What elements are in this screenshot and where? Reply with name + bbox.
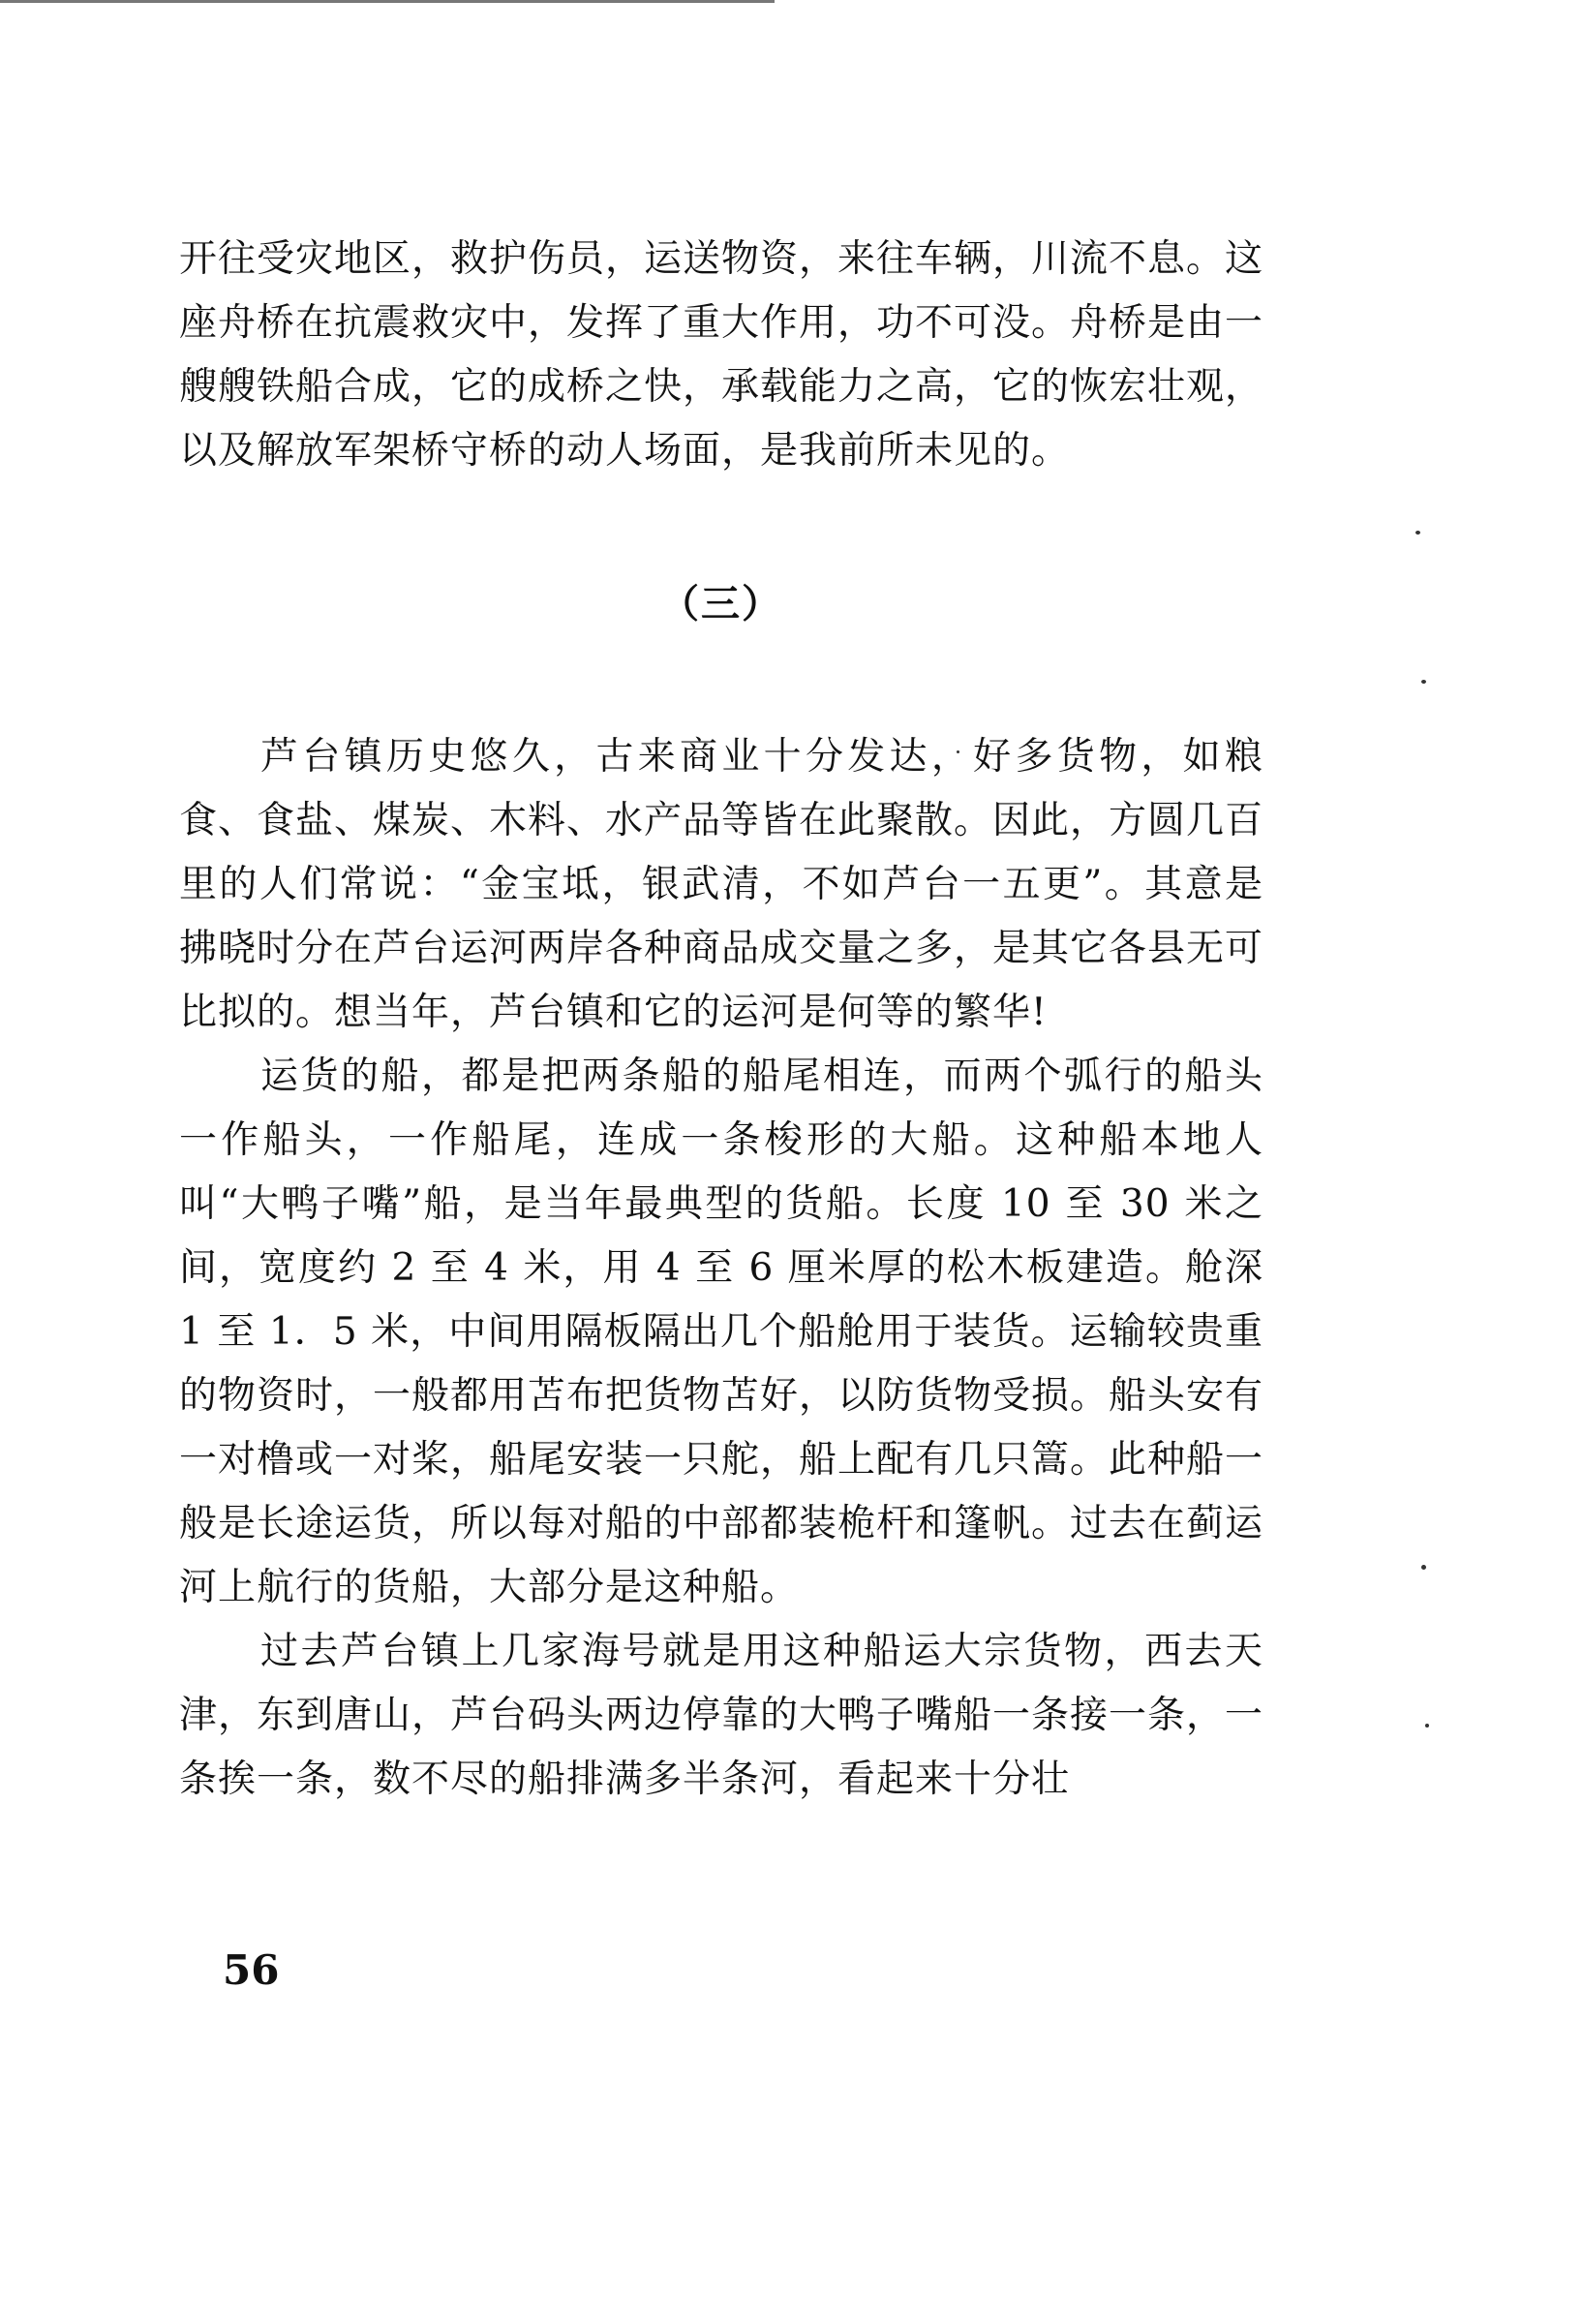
paragraph-cargo-boats: 运货的船，都是把两条船的船尾相连，而两个弧行的船头一作船头，一作船尾，连成一条梭形的大船。这种船本地人叫“大鸭子嘴”船，是当年最典型的货船。长度 10 至 30 米之间，宽度约 2 至 4 米，用 4 至 6 厘米厚的松木板建造。舱深 1 至 1．5 米，中间用隔板隔出几个船舱用于装货。运输较贵重的物资时，一般都用苫布把货物苫好，以防货物受损。船头安有一对橹或一对桨，船尾安装一只舵，船上配有几只篙。此种船一般是长途运货，所以每对船的中部都装桅杆和篷帆。过去在蓟运河上航行的货船，大部分是这种船。 [179,1055,1264,1609]
page-body [179,228,1263,1812]
section-heading: （三） [660,581,782,627]
page-number: 56 [223,1946,280,1994]
scan-speck [1421,680,1426,684]
scan-speck [1421,1565,1426,1570]
paragraph-continued: 开往受灾地区，救护伤员，运送物资，来往车辆，川流不息。这座舟桥在抗震救灾中，发挥了重大作用，功不可没。舟桥是由一艘艘铁船合成，它的成桥之快，承载能力之高，它的恢宏壮观，以及解放军架桥守桥的动人场面，是我前所未见的。 [179,237,1264,473]
paragraph-sea-firms: 过去芦台镇上几家海号就是用这种船运大宗货物，西去天津，东到唐山，芦台码头两边停靠的大鸭子嘴船一条接一条，一条挨一条，数不尽的船排满多半条河，看起来十分壮 [179,1630,1264,1801]
scan-speck [1415,531,1420,535]
paragraph-luta-history: 芦台镇历史悠久，古来商业十分发达，好多货物，如粮食、食盐、煤炭、木料、水产品等皆在此聚散。因此，方圆几百里的人们常说：“金宝坻，银武清，不如芦台一五更”。其意是拂晓时分在芦台运河两岸各种商品成交量之多，是其它各县无可比拟的。想当年，芦台镇和它的运河是何等的繁华! [179,735,1264,1034]
scan-speck [1425,1724,1429,1728]
top-scan-rule [0,0,775,3]
